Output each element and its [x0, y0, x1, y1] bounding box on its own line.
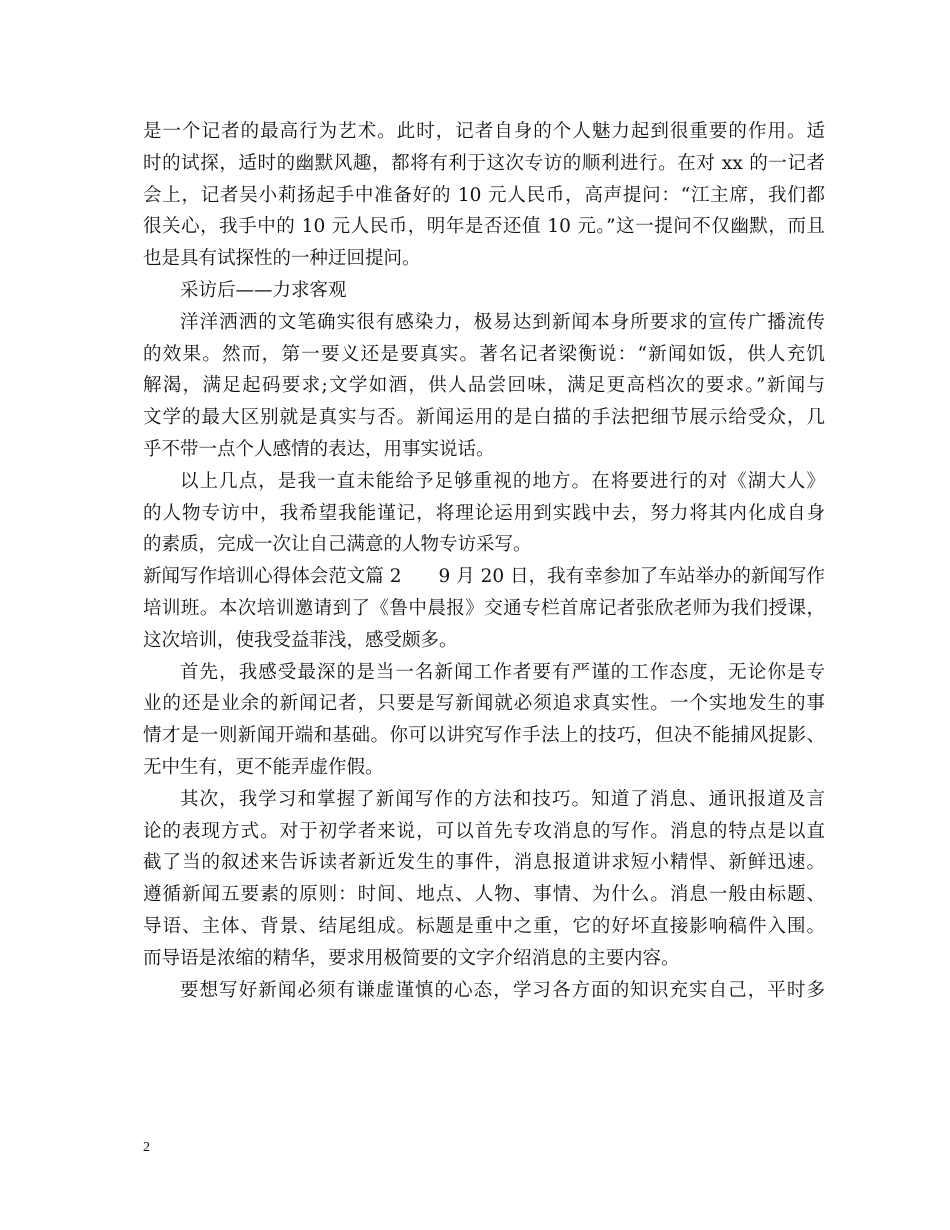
text-line: 文学的最大区别就是真实与否。新闻运用的是白描的手法把细节展示给受众，几 — [143, 407, 825, 429]
text-line: 也是具有试探性的一种迂回提问。 — [143, 248, 421, 270]
article-title-line: 新闻写作培训心得体会范文篇 2 9 月 20 日，我有幸参加了车站举办的新闻写作 — [143, 566, 825, 588]
text-line: 业的还是业余的新闻记者，只要是写新闻就必须追求真实性。一个实地发生的事 — [143, 693, 825, 715]
text-line: 导语、主体、背景、结尾组成。标题是重中之重，它的好坏直接影响稿件入围。 — [143, 915, 825, 937]
text-line: 要想写好新闻必须有谦虚谨慎的心态，学习各方面的知识充实自己，平时多 — [180, 979, 825, 1001]
text-line: 会上，记者吴小莉扬起手中准备好的 10 元人民币，高声提问：“江主席，我们都 — [143, 184, 825, 206]
text-line: 其次，我学习和掌握了新闻写作的方法和技巧。知道了消息、通讯报道及言 — [180, 788, 825, 810]
text-line: 解渴，满足起码要求;文学如酒，供人品尝回味，满足更高档次的要求。”新闻与 — [143, 375, 825, 397]
text-line: 的素质，完成一次让自己满意的人物专访采写。 — [143, 534, 532, 556]
text-line: 的效果。然而，第一要义还是要真实。著名记者梁衡说：“新闻如饭，供人充饥 — [143, 343, 825, 365]
text-line: 首先，我感受最深的是当一名新闻工作者要有严谨的工作态度，无论你是专 — [180, 661, 825, 683]
text-line: 而导语是浓缩的精华，要求用极简要的文字介绍消息的主要内容。 — [143, 947, 680, 969]
text-line: 乎不带一点个人感情的表达，用事实说话。 — [143, 438, 495, 460]
text-line: 时的试探，适时的幽默风趣，都将有利于这次专访的顺利进行。在对 xx 的一记者 — [143, 152, 825, 174]
text-line: 这次培训，使我受益菲浅，感受颇多。 — [143, 629, 458, 651]
text-line: 无中生有，更不能弄虚作假。 — [143, 756, 384, 778]
text-line: 洋洋洒洒的文笔确实很有感染力，极易达到新闻本身所要求的宣传广播流传 — [180, 311, 825, 333]
text-line: 以上几点，是我一直未能给予足够重视的地方。在将要进行的对《湖大人》 — [180, 470, 825, 492]
text-line: 很关心，我手中的 10 元人民币，明年是否还值 10 元。”这一提问不仅幽默，而且 — [143, 216, 825, 238]
body-text — [143, 116, 825, 1006]
text-line: 论的表现方式。对于初学者来说，可以首先专攻消息的写作。消息的特点是以直 — [143, 820, 825, 842]
text-line: 是一个记者的最高行为艺术。此时，记者自身的个人魅力起到很重要的作用。适 — [143, 121, 825, 142]
text-line: 的人物专访中，我希望我能谨记，将理论运用到实践中去，努力将其内化成自身 — [143, 502, 825, 524]
text-line: 培训班。本次培训邀请到了《鲁中晨报》交通专栏首席记者张欣老师为我们授课， — [143, 597, 825, 619]
text-line: 截了当的叙述来告诉读者新近发生的事件，消息报道讲求短小精悍、新鲜迅速。 — [143, 852, 825, 874]
section-heading: 采访后——力求客观 — [180, 279, 347, 301]
page-number: 2 — [143, 1140, 150, 1155]
text-line: 情才是一则新闻开端和基础。你可以讲究写作手法上的技巧，但决不能捕风捉影、 — [143, 725, 825, 747]
text-line: 遵循新闻五要素的原则：时间、地点、人物、事情、为什么。消息一般由标题、 — [143, 884, 825, 906]
